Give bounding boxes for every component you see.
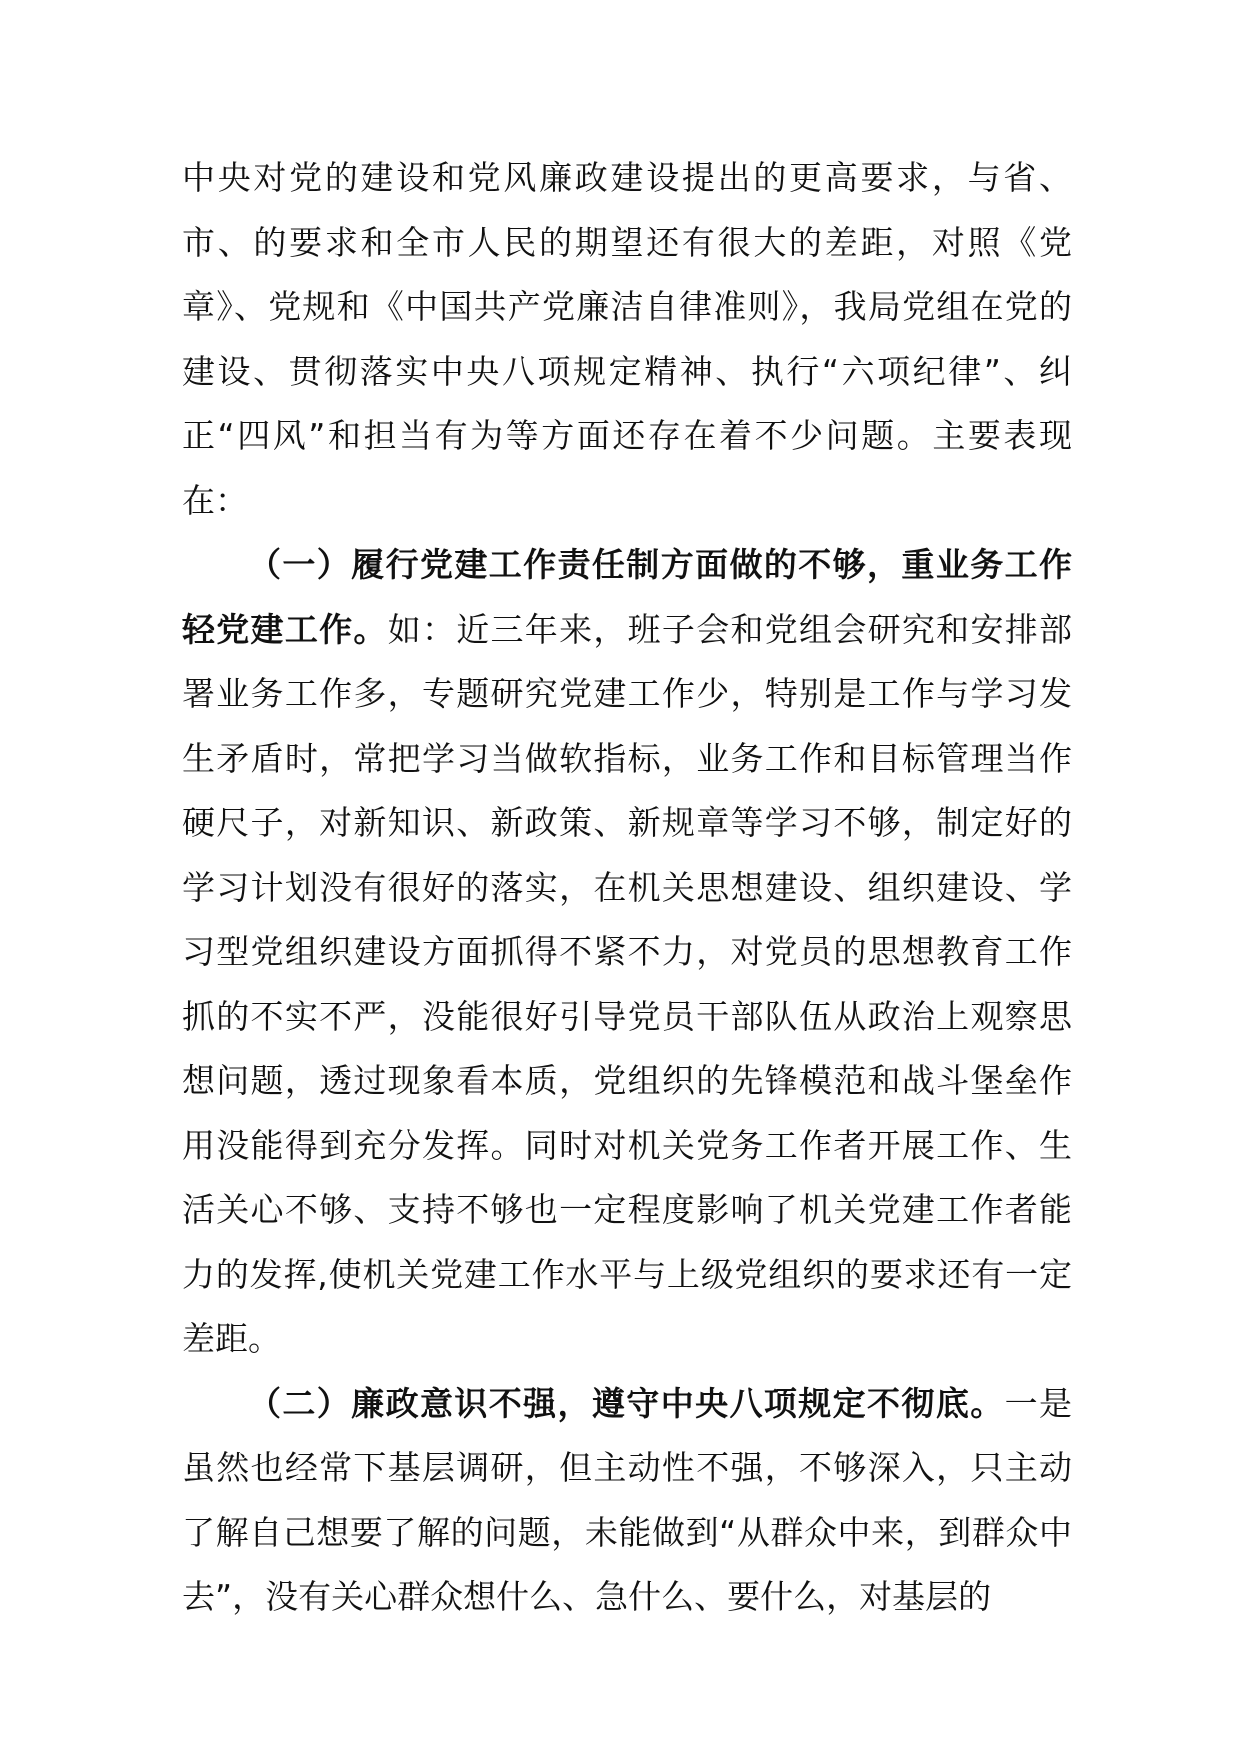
section-2-paragraph xyxy=(182,1372,1072,1630)
section-2-heading: （二）廉政意识不强，遵守中央八项规定不彻底。 xyxy=(248,1383,1005,1423)
document-page xyxy=(182,146,1072,1630)
section-1-paragraph xyxy=(182,533,1072,1372)
section-1-heading: （一）履行党建工作责任制方面做的不够，重业务工作轻党建工作。 xyxy=(182,545,1072,649)
intro-paragraph: 中央对党的建设和党风廉政建设提出的更高要求，与省、市、的要求和全市人民的期望还有很大的差距，对照《党章》、党规和《中国共产党廉洁自律准则》，我局党组在党的建设、贯彻落实中央八项规定精神、执行“六项纪律”、纠正“四风”和担当有为等方面还存在着不少问题。主要表现在： xyxy=(182,158,1072,520)
section-2-body: 一是虽然也经常下基层调研，但主动性不强，不够深入，只主动了解自己想要了解的问题，未能做到“从群众中来，到群众中去”，没有关心群众想什么、急什么、要什么，对基层的 xyxy=(182,1383,1073,1616)
section-1-body: 如：近三年来，班子会和党组会研究和安排部署业务工作多，专题研究党建工作少，特别是工作与学习发生矛盾时，常把学习当做软指标，业务工作和目标管理当作硬尺子，对新知识、新政策、新规章等学习不够，制定好的学习计划没有很好的落实，在机关思想建设、组织建设、学习型党组织建设方面抓得不紧不力，对党员的思想教育工作抓的不实不严，没能很好引导党员干部队伍从政治上观察思想问题，透过现象看本质，党组织的先锋模范和战斗堡垒作用没能得到充分发挥。同时对机关党务工作者开展工作、生活关心不够、支持不够也一定程度影响了机关党建工作者能力的发挥,使机关党建工作水平与上级党组织的要求还有一定差距。 xyxy=(182,609,1073,1358)
